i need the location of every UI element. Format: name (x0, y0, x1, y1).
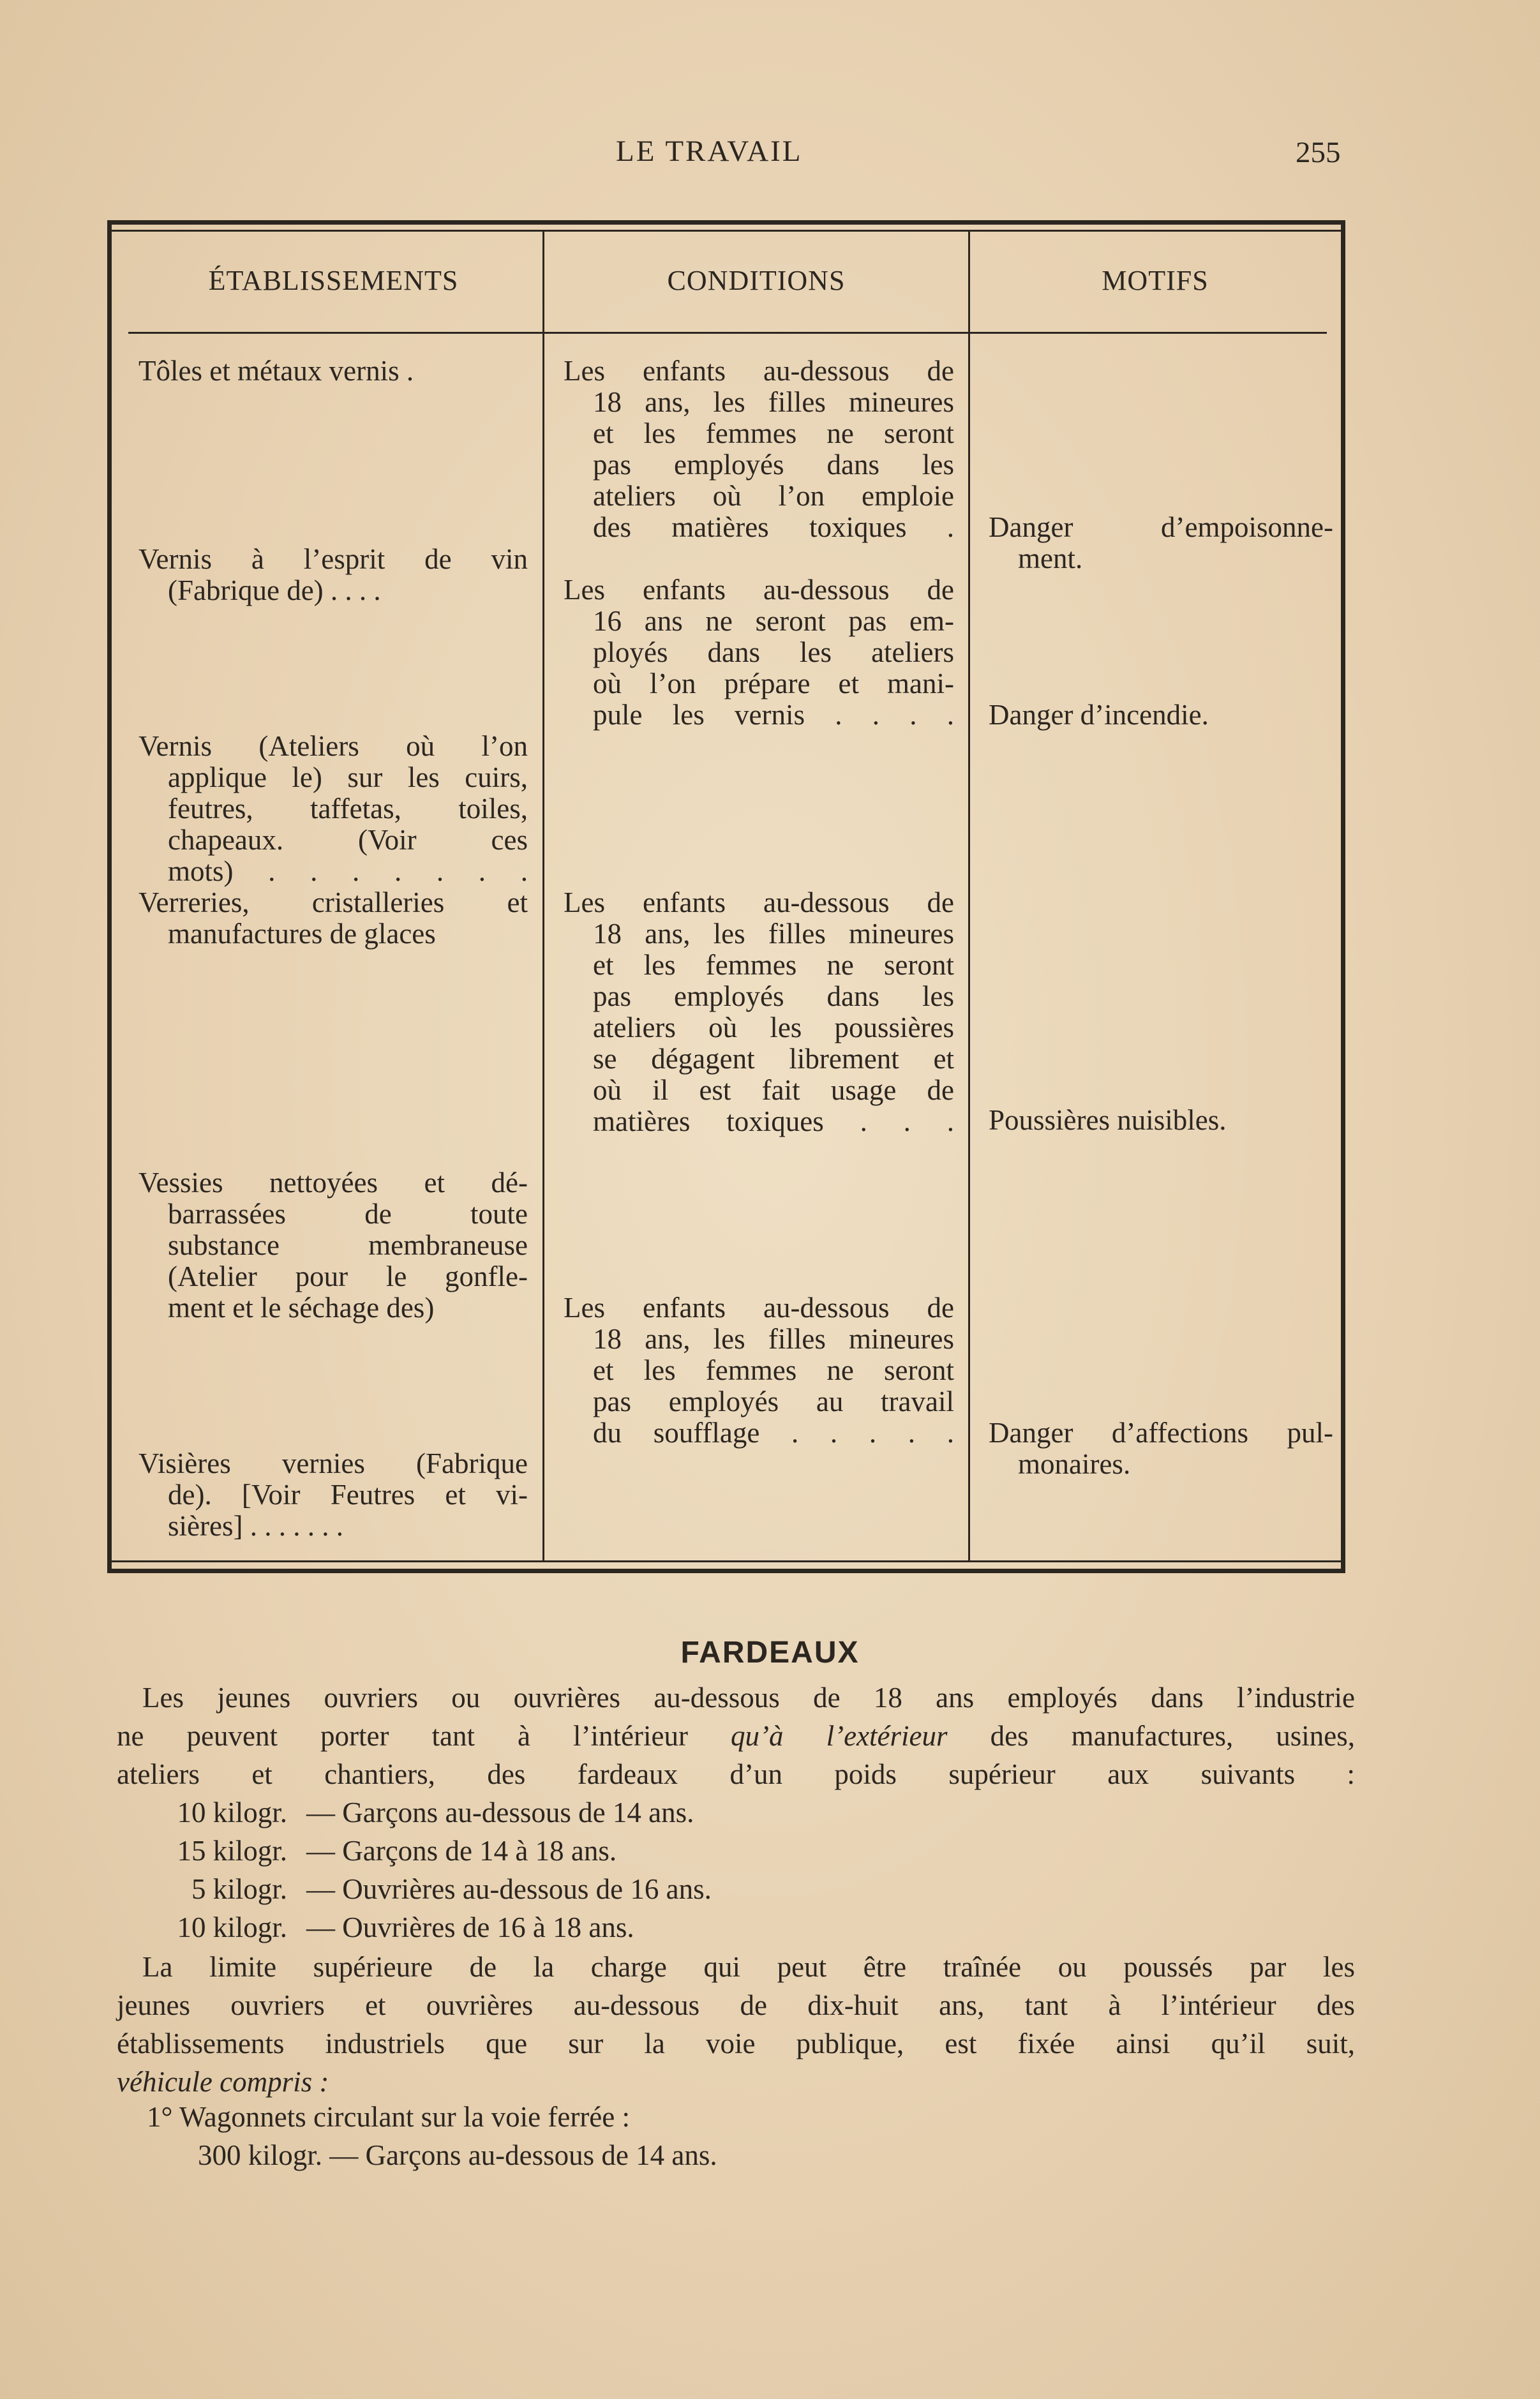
establishment-vernis-ateliers: Vernis (Ateliers où l’on applique le) sur les cuirs, feutres, taffetas, toiles, chapeaux. (Voir ces mots) . . . . . . . (138, 730, 528, 887)
establishment-verreries: Verreries, cristalleries et manufactures de glaces (138, 886, 528, 950)
list-item-detail: 300 kilogr. — Garçons au-dessous de 14 ans. (198, 2139, 717, 2171)
condition-2: Les enfants au-dessous de 16 ans ne seront pas em- ployés dans les ateliers où l’on prépare et mani- pule les vernis . . . . (564, 574, 954, 731)
weight-row: 10 kilogr. — Garçons au-dessous de 14 ans. (177, 1797, 694, 1828)
regulation-table (107, 220, 1345, 1573)
header-rule (128, 332, 1327, 334)
column-header-motifs: MOTIFS (1102, 265, 1209, 296)
wagonnets-list-item (147, 2098, 717, 2174)
table-inner-top-rule (112, 230, 1341, 232)
page-number: 255 (1296, 136, 1341, 169)
motif-1: Danger d’empoisonne- ment. (989, 511, 1333, 574)
condition-4: Les enfants au-dessous de 18 ans, les filles mineures et les femmes ne seront pas employés au travail du soufflage . . . . . (564, 1292, 954, 1449)
weight-row: 5 kilogr. — Ouvrières au-dessous de 16 ans. (191, 1873, 712, 1905)
list-item-heading: 1° Wagonnets circulant sur la voie ferrée : (147, 2101, 631, 2133)
condition-1: Les enfants au-dessous de 18 ans, les filles mineures et les femmes ne seront pas employés dans les ateliers où l’on emploie des matières toxiques . (564, 355, 954, 543)
column-header-conditions: CONDITIONS (667, 265, 846, 296)
establishment-vernis-esprit: Vernis à l’esprit de vin (Fabrique de) . . . . (138, 543, 528, 606)
weight-limits-list (172, 1793, 712, 1947)
motif-2: Danger d’incendie. (989, 699, 1209, 731)
running-title: LE TRAVAIL (616, 135, 803, 168)
condition-3: Les enfants au-dessous de 18 ans, les filles mineures et les femmes ne seront pas employés dans les ateliers où les poussières se dégagent librement et où il est fait usage de matières toxiques . . . (564, 886, 954, 1137)
column-divider (968, 231, 970, 1561)
page-header (0, 134, 1540, 179)
intro-line-2: ne peuvent porter tant à l’intérieur qu’à l’extérieur des manufactures, usines, (117, 1720, 1356, 1752)
fardeaux-intro-paragraph: Les jeunes ouvriers ou ouvrières au-dessous de 18 ans employés dans l’industrie ne peuvent porter tant à l’intérieur qu’à l’extérieur des manufactures, usines, ateliers et chantiers, des fardeaux d’un poids supérieur aux suivants : (117, 1682, 1356, 1790)
establishment-toles: Tôles et métaux vernis . (138, 355, 414, 387)
establishment-visieres: Visières vernies (Fabrique de). [Voir Feutres et vi- sières] . . . . . . . (138, 1447, 528, 1542)
table-inner-bottom-rule (112, 1560, 1341, 1562)
establishment-vessies: Vessies nettoyées et dé- barrassées de toute substance membraneuse (Atelier pour le gonfle- ment et le séchage des) (138, 1167, 528, 1324)
column-header-etablissements: ÉTABLISSEMENTS (208, 265, 459, 296)
motif-3: Poussières nuisibles. (989, 1104, 1227, 1136)
weight-row: 15 kilogr. — Garçons de 14 à 18 ans. (177, 1835, 617, 1867)
motif-4: Danger d’affections pul- monaires. (989, 1417, 1333, 1480)
weight-row: 10 kilogr. — Ouvrières de 16 à 18 ans. (177, 1911, 634, 1943)
fardeaux-limit-paragraph: La limite supérieure de la charge qui peut être traînée ou poussés par les jeunes ouvriers et ouvrières au-dessous de dix-huit ans, tant à l’intérieur des établissements industriels que sur la voie publique, est fixée ainsi qu’il suit, véhicule compris : (117, 1951, 1355, 2098)
section-title-fardeaux: FARDEAUX (680, 1636, 860, 1670)
column-divider (542, 231, 544, 1561)
